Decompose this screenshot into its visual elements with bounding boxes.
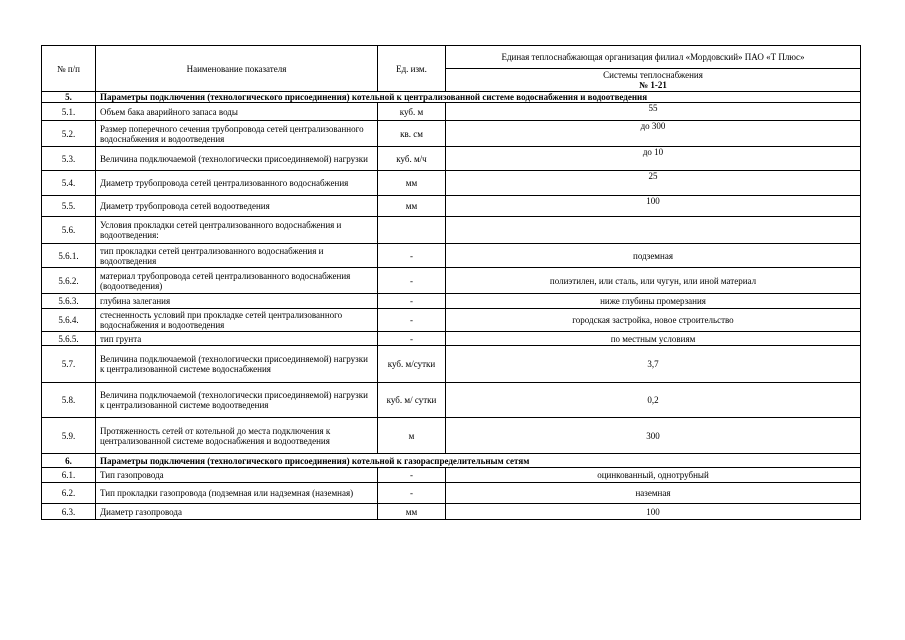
row-number: 5.2. (42, 121, 96, 147)
row-number: 5.7. (42, 346, 96, 383)
row-number: 5.1. (42, 103, 96, 121)
row-unit: мм (378, 171, 446, 196)
table-row (42, 103, 861, 121)
row-number: 5.8. (42, 383, 96, 418)
section-row (42, 454, 861, 468)
table-row (42, 468, 861, 483)
row-unit: м (378, 418, 446, 454)
row-number: 5.6. (42, 217, 96, 244)
section-number: 6. (42, 454, 96, 468)
parameters-table (41, 45, 861, 520)
row-unit (378, 217, 446, 244)
row-value: 100 (446, 196, 861, 217)
row-unit: - (378, 309, 446, 332)
row-value: 55 (446, 103, 861, 121)
row-number: 5.6.2. (42, 268, 96, 294)
row-value: по местным условиям (446, 332, 861, 346)
row-value: ниже глубины промерзания (446, 294, 861, 309)
row-value: 3,7 (446, 346, 861, 383)
row-unit: мм (378, 504, 446, 520)
row-value (446, 217, 861, 244)
row-number: 5.6.5. (42, 332, 96, 346)
table-row (42, 147, 861, 171)
row-name: Величина подключаемой (технологически присоединяемой) нагрузки к централизованной системе водоснабжения (96, 346, 378, 383)
row-value: 100 (446, 504, 861, 520)
row-value: оцинкованный, однотрубный (446, 468, 861, 483)
row-value: до 10 (446, 147, 861, 171)
row-unit: кв. см (378, 121, 446, 147)
row-unit: куб. м/сутки (378, 346, 446, 383)
row-unit: - (378, 294, 446, 309)
row-value: до 300 (446, 121, 861, 147)
row-number: 5.4. (42, 171, 96, 196)
row-name: Протяженность сетей от котельной до места подключения к централизованной системе водоснабжения и водоотведения (96, 418, 378, 454)
table-row (42, 483, 861, 504)
row-number: 5.6.3. (42, 294, 96, 309)
table-row (42, 244, 861, 268)
row-unit: куб. м/ сутки (378, 383, 446, 418)
row-name: Тип газопровода (96, 468, 378, 483)
section-row (42, 92, 861, 103)
table-row (42, 196, 861, 217)
row-unit: куб. м/ч (378, 147, 446, 171)
row-number: 5.3. (42, 147, 96, 171)
row-value: наземная (446, 483, 861, 504)
header-systems: Системы теплоснабжения (603, 70, 703, 80)
row-name: Объем бака аварийного запаса воды (96, 103, 378, 121)
row-unit: - (378, 332, 446, 346)
row-value: городская застройка, новое строительство (446, 309, 861, 332)
row-name: Диаметр трубопровода сетей водоотведения (96, 196, 378, 217)
row-name: Условия прокладки сетей централизованного водоснабжения и водоотведения: (96, 217, 378, 244)
row-unit: - (378, 244, 446, 268)
row-name: Тип прокладки газопровода (подземная или надземная (наземная) (96, 483, 378, 504)
table-row (42, 268, 861, 294)
row-number: 5.6.4. (42, 309, 96, 332)
row-value: 300 (446, 418, 861, 454)
table-row (42, 504, 861, 520)
header-org: Единая теплоснабжающая организация филиал «Мордовский» ПАО «Т Плюс» (446, 46, 861, 69)
row-unit: мм (378, 196, 446, 217)
row-number: 5.6.1. (42, 244, 96, 268)
row-name: материал трубопровода сетей централизованного водоснабжения (водоотведения) (96, 268, 378, 294)
row-name: Величина подключаемой (технологически присоединяемой) нагрузки к централизованной системе водоотведения (96, 383, 378, 418)
row-value: 0,2 (446, 383, 861, 418)
table-row (42, 294, 861, 309)
header-unit: Ед. изм. (378, 46, 446, 92)
row-unit: куб. м (378, 103, 446, 121)
table-row (42, 171, 861, 196)
section-title: Параметры подключения (технологического присоединения) котельной к централизованной системе водоснабжения и водоотведения (96, 92, 861, 103)
row-unit: - (378, 268, 446, 294)
table-row (42, 418, 861, 454)
header-systems-cell (446, 69, 861, 92)
row-name: Размер поперечного сечения трубопровода сетей централизованного водоснабжения и водоотведения (96, 121, 378, 147)
row-number: 6.3. (42, 504, 96, 520)
row-value: 25 (446, 171, 861, 196)
table-row (42, 346, 861, 383)
section-title: Параметры подключения (технологического присоединения) котельной к газораспределительным сетям (96, 454, 861, 468)
row-name: стесненность условий при прокладке сетей централизованного водоснабжения и водоотведения (96, 309, 378, 332)
table-row (42, 309, 861, 332)
row-number: 6.1. (42, 468, 96, 483)
row-name: Диаметр газопровода (96, 504, 378, 520)
row-unit: - (378, 468, 446, 483)
header-num: № п/п (42, 46, 96, 92)
section-number: 5. (42, 92, 96, 103)
row-number: 6.2. (42, 483, 96, 504)
header-systems-number: № 1-21 (639, 80, 667, 90)
row-value: подземная (446, 244, 861, 268)
row-unit: - (378, 483, 446, 504)
table-row (42, 217, 861, 244)
table-row (42, 121, 861, 147)
row-name: тип грунта (96, 332, 378, 346)
row-name: тип прокладки сетей централизованного водоснабжения и водоотведения (96, 244, 378, 268)
row-name: Величина подключаемой (технологически присоединяемой) нагрузки (96, 147, 378, 171)
table-row (42, 383, 861, 418)
row-number: 5.9. (42, 418, 96, 454)
row-name: глубина залегания (96, 294, 378, 309)
row-name: Диаметр трубопровода сетей централизованного водоснабжения (96, 171, 378, 196)
row-value: полиэтилен, или сталь, или чугун, или иной материал (446, 268, 861, 294)
table-row (42, 332, 861, 346)
row-number: 5.5. (42, 196, 96, 217)
header-row-1 (42, 46, 861, 69)
header-name: Наименование показателя (96, 46, 378, 92)
table-body (42, 46, 861, 520)
